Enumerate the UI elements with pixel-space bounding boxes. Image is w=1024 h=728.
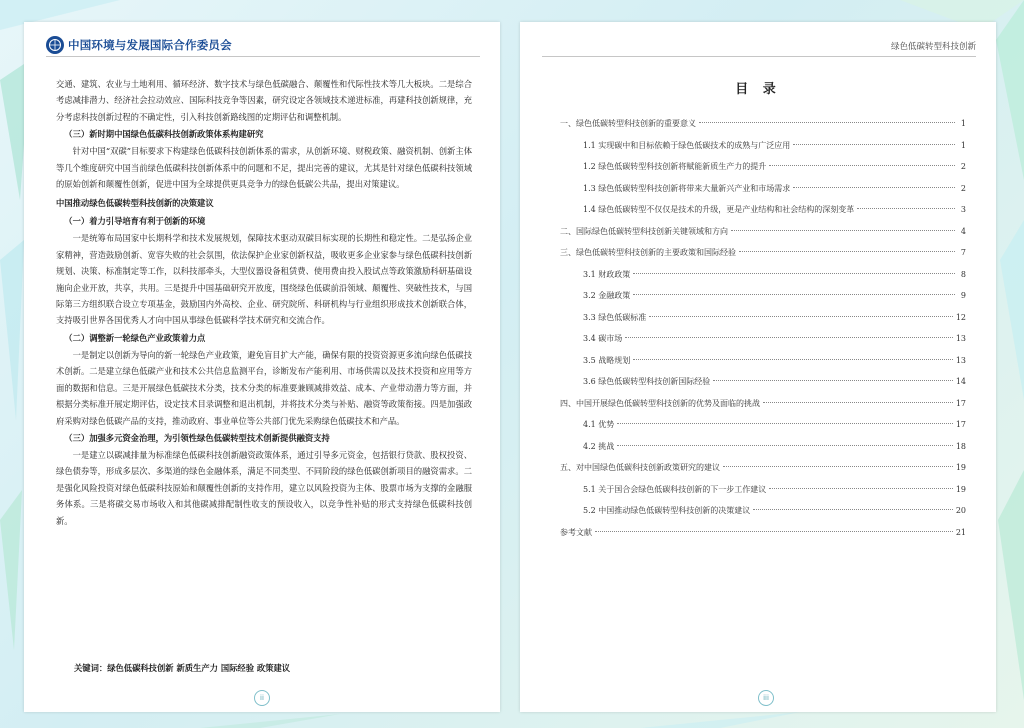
section-heading: （三）加强多元资金治理，为引领性绿色低碳转型技术创新提供融资支持 [64, 432, 330, 443]
toc-leader-dots [731, 230, 955, 231]
toc-entry-title: 参考文献 [560, 527, 592, 537]
running-title: 绿色低碳转型科技创新 [890, 42, 976, 52]
org-logo-icon [46, 36, 64, 54]
toc-entry[interactable] [560, 505, 966, 519]
toc-entry[interactable] [560, 462, 966, 476]
toc-entry[interactable] [560, 204, 966, 218]
toc-entry[interactable] [560, 527, 966, 541]
toc-entry-title: 3.2 金融政策 [583, 291, 631, 300]
right-page [520, 22, 996, 712]
page-number-right: iii [758, 690, 774, 706]
keywords-line: 关键词：绿色低碳科技创新 新质生产力 国际经验 政策建议 [74, 663, 291, 673]
toc-entry-title: 4.1 优势 [583, 420, 615, 429]
toc-entry-title: 四、中国开展绿色低碳转型科技创新的优势及面临的挑战 [560, 398, 760, 408]
toc-leader-dots [617, 423, 953, 424]
toc-leader-dots [617, 445, 953, 446]
toc-leader-dots [769, 488, 953, 489]
section-heading: 中国推动绿色低碳转型科技创新的决策建议 [56, 198, 214, 209]
body-paragraph: 一是统筹布局国家中长期科学和技术发展规划，保障技术驱动双碳目标实现的长期性和稳定性。二是弘扬企业家精神，营造鼓励创新、宽容失败的社会氛围，依法保护企业家创新权益，吸收更多企业家参与绿色低碳科技创新规划、决策、标准制定等工作，以科技部牵头，大型仪器设备租赁费、使用费由投入股试点等政策激励科研基础设施向企业开放，共享，共用。三是提升中国基础研究开放度，围绕绿色低碳前沿领域、颠覆性、突破性技术，与国际第三方组织联合设立专项基金，鼓励国内外高校、企业、研究院所、科研机构与行业组织形成技术创新联合体，支持吸引世界各国优秀人才向中国从事绿色低碳科学技术研究和交流合作。 [56, 233, 472, 326]
toc-leader-dots [723, 466, 953, 467]
section-heading: （二）调整新一轮绿色产业政策着力点 [64, 332, 206, 343]
toc-entry[interactable] [560, 376, 966, 390]
toc-entry[interactable] [560, 269, 966, 283]
toc-entry[interactable] [560, 419, 966, 433]
toc-leader-dots [595, 531, 953, 532]
header-divider [46, 56, 480, 57]
toc-entry-title: 1.3 绿色低碳转型科技创新将带来大量新兴产业和市场需求 [583, 183, 791, 193]
toc-page-number: 2 [960, 183, 966, 193]
toc-entry[interactable] [560, 140, 966, 154]
toc-leader-dots [753, 509, 953, 510]
toc-page-number: 4 [960, 226, 966, 236]
toc-leader-dots [739, 251, 955, 252]
toc-page-number: 1 [960, 140, 966, 150]
toc-leader-dots [699, 122, 955, 123]
toc-leader-dots [793, 187, 955, 188]
body-paragraph: 交通、建筑、农业与土地利用、循环经济、数字技术与绿色低碳融合、颠覆性和代际性技术等几大板块。二是综合考虑减排潜力、经济社会拉动效应、国际科技竞争等因素，研究设定各领域技术递进标准，再建科技创新规律，充分考虑科技创新过程的不确定性，引入科技创新路线图的定期评估和调整机制。 [56, 79, 472, 122]
toc-entry[interactable] [560, 247, 966, 261]
toc-leader-dots [713, 380, 953, 381]
toc-entry-title: 3.3 绿色低碳标准 [583, 312, 647, 322]
toc-page-number: 18 [955, 441, 966, 451]
toc-entry[interactable] [560, 312, 966, 326]
body-paragraph: 一是制定以创新为导向的新一轮绿色产业政策，避免盲目扩大产能，确保有限的投资资源更多流向绿色低碳技术创新。二是建立绿色低碳产业和技术公共信息监测平台，诊断发布产能利用、市场供需以及技术投资和应用等方面的数据和信息。三是开展绿色低碳技术分类，技术分类的标准要兼顾减排效益、成本、产业带动潜力等方面，并根据分类标准开展定期评估，设定技术目录调整和退出机制，并将技术分类与补贴、融资等政策衔接。四是加强政府采购对绿色低碳产品的支持，推动政府、事业单位等公共部门优先采购绿色低碳技术和产品。 [56, 349, 472, 426]
left-page [24, 22, 500, 712]
toc-entry-title: 二、国际绿色低碳转型科技创新关键领域和方向 [560, 226, 728, 236]
toc-page-number: 19 [955, 463, 966, 472]
toc-entry-title: 3.5 战略规划 [583, 355, 631, 365]
body-paragraph: 一是建立以碳减排量为标准绿色低碳科技创新融资政策体系，通过引导多元资金，包括银行贷款、股权投资、绿色债券等，形成多层次、多渠道的绿色金融体系，满足不同类型、不同阶段的绿色低碳创新项目的融资需求。二是强化风险投资对绿色低碳科技原始和颠覆性创新的支持作用，建立以风险投资为主体、股票市场为支撑的金融服务体系。三是将碳交易市场收入和其他碳减排配制性收支的预设收入，以竞争性补贴的形式支持绿色低碳科技创新。 [56, 449, 472, 526]
toc-page-number: 13 [955, 355, 966, 365]
toc-entry[interactable] [560, 333, 966, 347]
toc-leader-dots [763, 402, 953, 403]
toc-entry-title: 1.1 实现碳中和目标依赖于绿色低碳技术的成熟与广泛应用 [583, 140, 791, 150]
toc-page-number: 9 [960, 291, 966, 300]
toc-entry[interactable] [560, 441, 966, 455]
left-page-body [56, 76, 472, 529]
toc-entry-title: 一、绿色低碳转型科技创新的重要意义 [560, 119, 696, 128]
section-heading: （三）新时期中国绿色低碳科技创新政策体系构建研究 [64, 129, 264, 140]
toc-entry[interactable] [560, 226, 966, 240]
header-divider-right [542, 56, 976, 57]
org-header [46, 36, 232, 54]
toc-entry-title: 1.4 绿色低碳转型不仅仅是技术的升级，更是产业结构和社会结构的深刻变革 [583, 205, 855, 214]
toc-page-number: 21 [955, 527, 966, 537]
toc-entry-title: 5.2 中国推动绿色低碳转型科技创新的决策建议 [583, 506, 751, 515]
toc-entry-title: 3.6 绿色低碳转型科技创新国际经验 [583, 377, 711, 386]
toc-entry-title: 3.4 碳市场 [583, 334, 623, 343]
toc-leader-dots [625, 337, 953, 338]
toc-entry-title: 1.2 绿色低碳转型科技创新将赋能新质生产力的提升 [583, 162, 767, 171]
body-paragraph: 针对中国“双碳”目标要求下构建绿色低碳科技创新体系的需求，从创新环境、财税政策、融资机制、创新主体等几个维度研究中国当前绿色低碳科技创新体系中的问题和不足，提出完善的建议，尤其是针对绿色低碳科技领域的原始创新和颠覆性创新，促进中国为全球提供更具竞争力的绿色低碳公共品，提出对策建议。 [56, 146, 472, 190]
org-name: 中国环境与发展国际合作委员会 [68, 38, 232, 52]
toc-entry[interactable] [560, 183, 966, 197]
toc-page-number: 17 [955, 420, 966, 429]
toc-entry[interactable] [560, 398, 966, 412]
toc-page-number: 1 [960, 119, 966, 128]
toc-entry[interactable] [560, 484, 966, 498]
toc-page-number: 20 [955, 506, 966, 515]
toc-title: 目 录 [735, 82, 781, 97]
toc-page-number: 14 [955, 377, 966, 386]
toc-page-number: 7 [960, 248, 966, 257]
toc-page-number: 13 [955, 334, 966, 343]
toc-leader-dots [857, 208, 955, 209]
toc-page-number: 12 [955, 312, 966, 322]
toc-page-number: 2 [960, 162, 966, 171]
toc-entry[interactable] [560, 118, 966, 132]
toc-leader-dots [633, 359, 953, 360]
toc-leader-dots [793, 144, 955, 145]
toc-page-number: 8 [960, 269, 966, 279]
toc-leader-dots [649, 316, 953, 317]
toc-entry-title: 4.2 挑战 [583, 441, 615, 451]
toc-entry[interactable] [560, 161, 966, 175]
section-heading: （一）着力引导培育有利于创新的环境 [64, 216, 206, 227]
toc-entry-title: 3.1 财政政策 [583, 269, 631, 279]
toc-page-number: 19 [955, 484, 966, 494]
toc-leader-dots [633, 294, 955, 295]
toc-leader-dots [633, 273, 955, 274]
toc-entry[interactable] [560, 355, 966, 369]
page-number-left: ii [254, 690, 270, 706]
toc-entry-title: 5.1 关于国合会绿色低碳科技创新的下一步工作建议 [583, 484, 767, 494]
toc-page-number: 17 [955, 398, 966, 408]
toc-entry-title: 三、绿色低碳转型科技创新的主要政策和国际经验 [560, 248, 736, 257]
toc-page-number: 3 [960, 205, 966, 214]
toc-entry-title: 五、对中国绿色低碳科技创新政策研究的建议 [560, 463, 720, 472]
toc-leader-dots [769, 165, 955, 166]
toc-entry[interactable] [560, 290, 966, 304]
